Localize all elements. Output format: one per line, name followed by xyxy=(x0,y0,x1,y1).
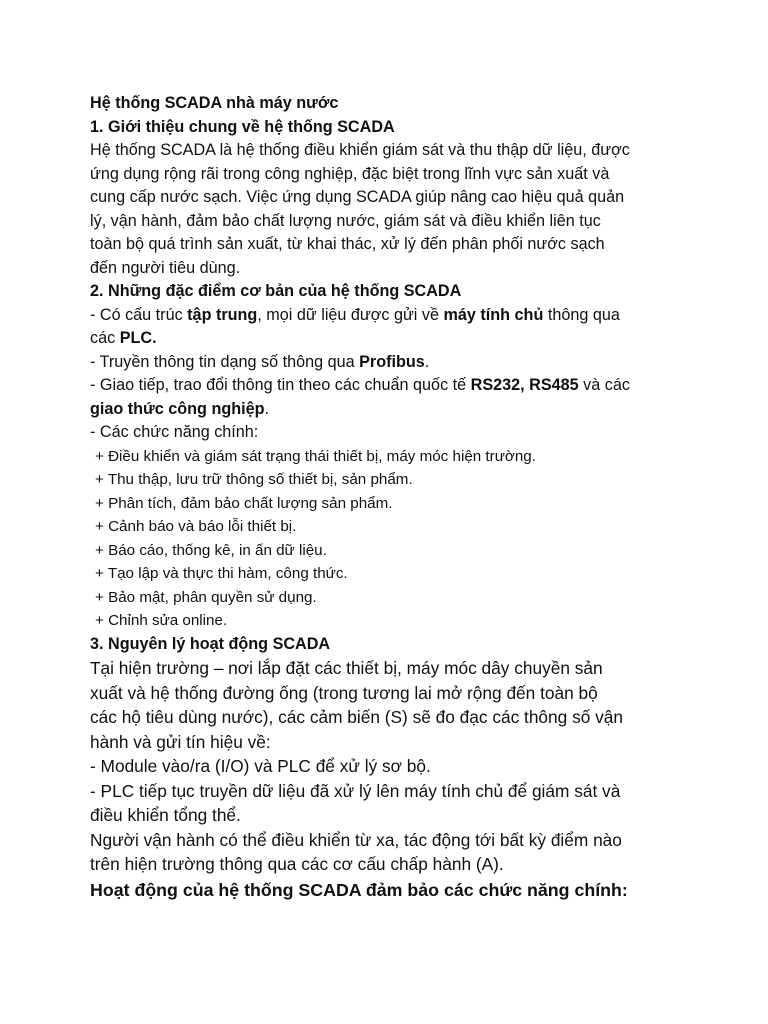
section-3-text-line: Người vận hành có thể điều khiển từ xa, tác động tới bất kỳ điểm nào xyxy=(90,829,622,850)
section-3-text-line: Tại hiện trường – nơi lắp đặt các thiết bị, máy móc dây chuyền sản xyxy=(90,658,603,678)
section-3-text-line: hành và gửi tín hiệu về: xyxy=(90,731,271,752)
item-text: thông qua xyxy=(543,305,620,324)
function-item: + Tạo lập và thực thi hàm, công thức. xyxy=(95,565,348,582)
function-item: + Bảo mật, phân quyền sử dụng. xyxy=(95,588,317,606)
item-text: . xyxy=(424,352,430,371)
section-2-item-interface-cont xyxy=(90,398,690,422)
item-emphasis: giao thức công nghiệp xyxy=(90,399,265,418)
item-emphasis: Profibus xyxy=(359,352,425,371)
section-1-text-line: toàn bộ quá trình sản xuất, từ khai thác, xử lý đến phân phối nước sạch xyxy=(90,235,605,253)
section-3-text-line: - PLC tiếp tục truyền dữ liệu đã xử lý lên máy tính chủ để giám sát và xyxy=(90,780,621,801)
section-3-heading: 3. Nguyên lý hoạt động SCADA xyxy=(90,634,331,653)
section-2-item-interface xyxy=(90,374,690,398)
function-item: + Cảnh báo và báo lỗi thiết bị. xyxy=(95,518,297,535)
item-emphasis: tập trung xyxy=(187,305,258,324)
closing-heading: Hoạt động của hệ thống SCADA đảm bảo các chức năng chính: xyxy=(90,879,628,900)
section-2-item-communication xyxy=(90,351,690,375)
functions-label: - Các chức năng chính: xyxy=(90,423,259,441)
item-text: , mọi dữ liệu được gửi về xyxy=(257,305,444,324)
item-emphasis: máy tính chủ xyxy=(443,305,544,324)
section-3-text-line: các hộ tiêu dùng nước), các cảm biến (S) sẽ đo đạc các thông số vận xyxy=(90,707,623,727)
section-1-text-line: ứng dụng rộng rãi trong công nghiệp, đặc biệt trong lĩnh vực sản xuất và xyxy=(90,164,610,183)
item-emphasis: PLC. xyxy=(119,329,157,347)
item-text: các xyxy=(90,329,120,347)
section-1-text-line: Hệ thống SCADA là hệ thống điều khiển giám sát và thu thập dữ liệu, được xyxy=(90,141,630,159)
item-text: - Có cấu trúc xyxy=(90,305,188,324)
function-item: + Báo cáo, thống kê, in ấn dữ liệu. xyxy=(95,541,327,559)
document-body xyxy=(90,92,690,903)
section-2-item-structure-cont xyxy=(90,327,690,351)
item-text: và các xyxy=(578,376,630,394)
item-text: - Truyền thông tin dạng số thông qua xyxy=(90,352,360,371)
section-3-text-line: - Module vào/ra (I/O) và PLC để xử lý sơ bộ. xyxy=(90,756,431,776)
section-1-text-line: lý, vận hành, đảm bảo chất lượng nước, giám sát và điều khiển liên tục xyxy=(90,211,601,230)
section-3-text-line: xuất và hệ thống đường ống (trong tương lai mở rộng đến toàn bộ xyxy=(90,682,598,703)
function-item: + Thu thập, lưu trữ thông số thiết bị, sản phẩm. xyxy=(95,471,413,488)
section-1-heading: 1. Giới thiệu chung về hệ thống SCADA xyxy=(90,117,395,136)
document-title: Hệ thống SCADA nhà máy nước xyxy=(90,94,339,112)
section-1-text-line: đến người tiêu dùng. xyxy=(90,258,241,277)
item-text: - Giao tiếp, trao đổi thông tin theo các chuẩn quốc tế xyxy=(90,376,471,394)
function-item: + Chỉnh sửa online. xyxy=(95,612,228,629)
item-emphasis: RS232, RS485 xyxy=(470,376,579,394)
function-item: + Điều khiển và giám sát trạng thái thiết bị, máy móc hiện trường. xyxy=(95,447,536,465)
section-2-item-structure xyxy=(90,304,690,328)
section-1-text-line: cung cấp nước sạch. Việc ứng dụng SCADA giúp nâng cao hiệu quả quản xyxy=(90,188,625,206)
section-3-text-line: trên hiện trường thông qua các cơ cấu chấp hành (A). xyxy=(90,854,504,874)
section-3-text-line: điều khiển tổng thể. xyxy=(90,805,241,825)
section-2-heading: 2. Những đặc điểm cơ bản của hệ thống SCADA xyxy=(90,282,462,300)
function-item: + Phân tích, đảm bảo chất lượng sản phẩm. xyxy=(95,494,393,512)
item-text: . xyxy=(264,399,269,418)
